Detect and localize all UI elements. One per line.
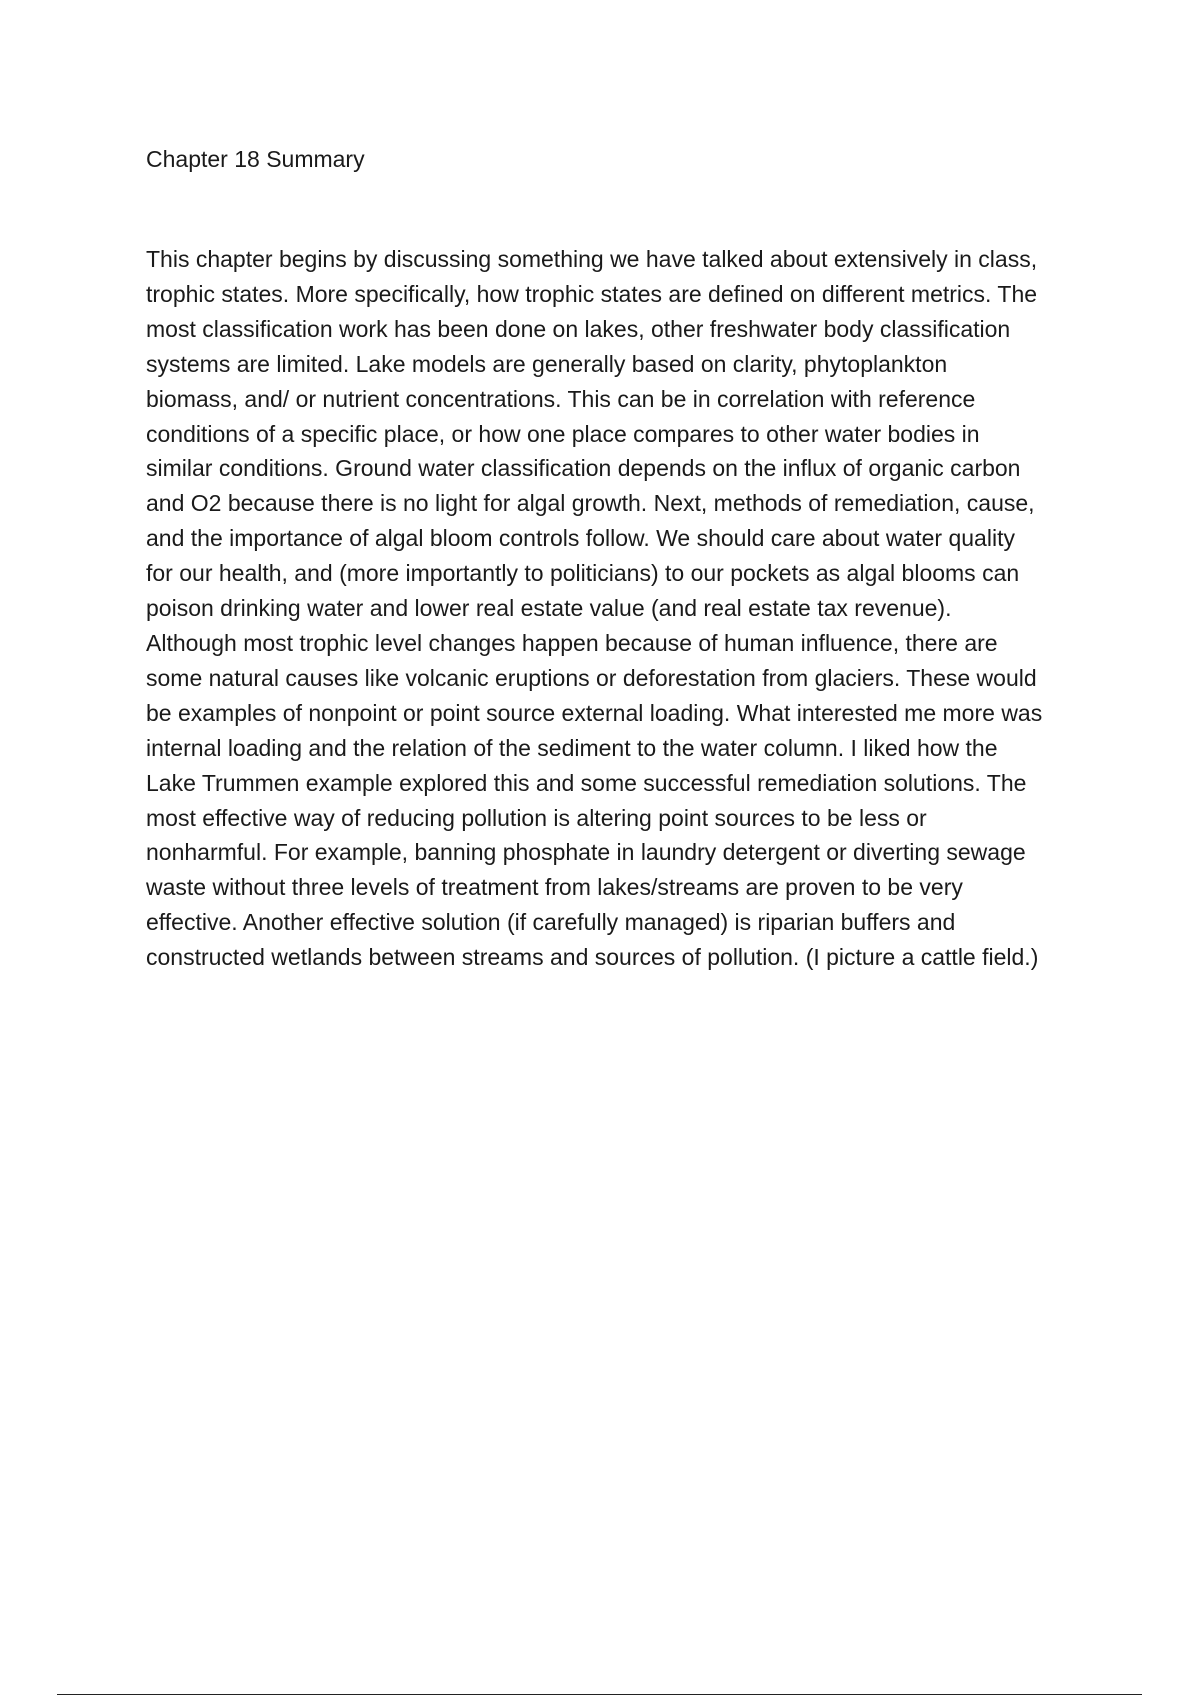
paragraph-line: conditions of a specific place, or how one place compares to other water bodies in xyxy=(146,420,980,447)
paragraph-line: effective. Another effective solution (if carefully managed) is riparian buffers and xyxy=(146,909,956,936)
paragraph-line: most classification work has been done on lakes, other freshwater body classification xyxy=(146,315,1011,342)
page-bottom-divider xyxy=(57,1694,1142,1695)
paragraph-line: biomass, and/ or nutrient concentrations. This can be in correlation with reference xyxy=(146,385,976,412)
summary-paragraph xyxy=(146,242,1106,975)
paragraph-line: constructed wetlands between streams and sources of pollution. (I picture a cattle field.) xyxy=(146,944,1039,971)
paragraph-line: nonharmful. For example, banning phosphate in laundry detergent or diverting sewage xyxy=(146,839,1026,866)
page-title: Chapter 18 Summary xyxy=(146,146,365,172)
paragraph-line: This chapter begins by discussing something we have talked about extensively in class, xyxy=(146,246,1038,272)
paragraph-line: trophic states. More specifically, how trophic states are defined on different metrics. The xyxy=(146,280,1038,307)
paragraph-line: some natural causes like volcanic eruptions or deforestation from glaciers. These would xyxy=(146,664,1037,691)
paragraph-line: and O2 because there is no light for algal growth. Next, methods of remediation, cause, xyxy=(146,490,1035,517)
paragraph-line: most effective way of reducing pollution is altering point sources to be less or xyxy=(146,804,927,831)
paragraph-line: for our health, and (more importantly to politicians) to our pockets as algal blooms can xyxy=(146,560,1020,587)
paragraph-line: systems are limited. Lake models are generally based on clarity, phytoplankton xyxy=(146,350,948,377)
paragraph-line: Although most trophic level changes happen because of human influence, there are xyxy=(146,629,998,656)
paragraph-line: similar conditions. Ground water classification depends on the influx of organic carbon xyxy=(146,455,1021,482)
paragraph-line: internal loading and the relation of the sediment to the water column. I liked how the xyxy=(146,734,998,761)
paragraph-line: poison drinking water and lower real estate value (and real estate tax revenue). xyxy=(146,595,952,622)
paragraph-line: be examples of nonpoint or point source external loading. What interested me more was xyxy=(146,699,1043,726)
paragraph-line: waste without three levels of treatment from lakes/streams are proven to be very xyxy=(146,874,963,901)
paragraph-line: and the importance of algal bloom controls follow. We should care about water quality xyxy=(146,525,1015,552)
paragraph-line: Lake Trummen example explored this and some successful remediation solutions. The xyxy=(146,769,1027,796)
